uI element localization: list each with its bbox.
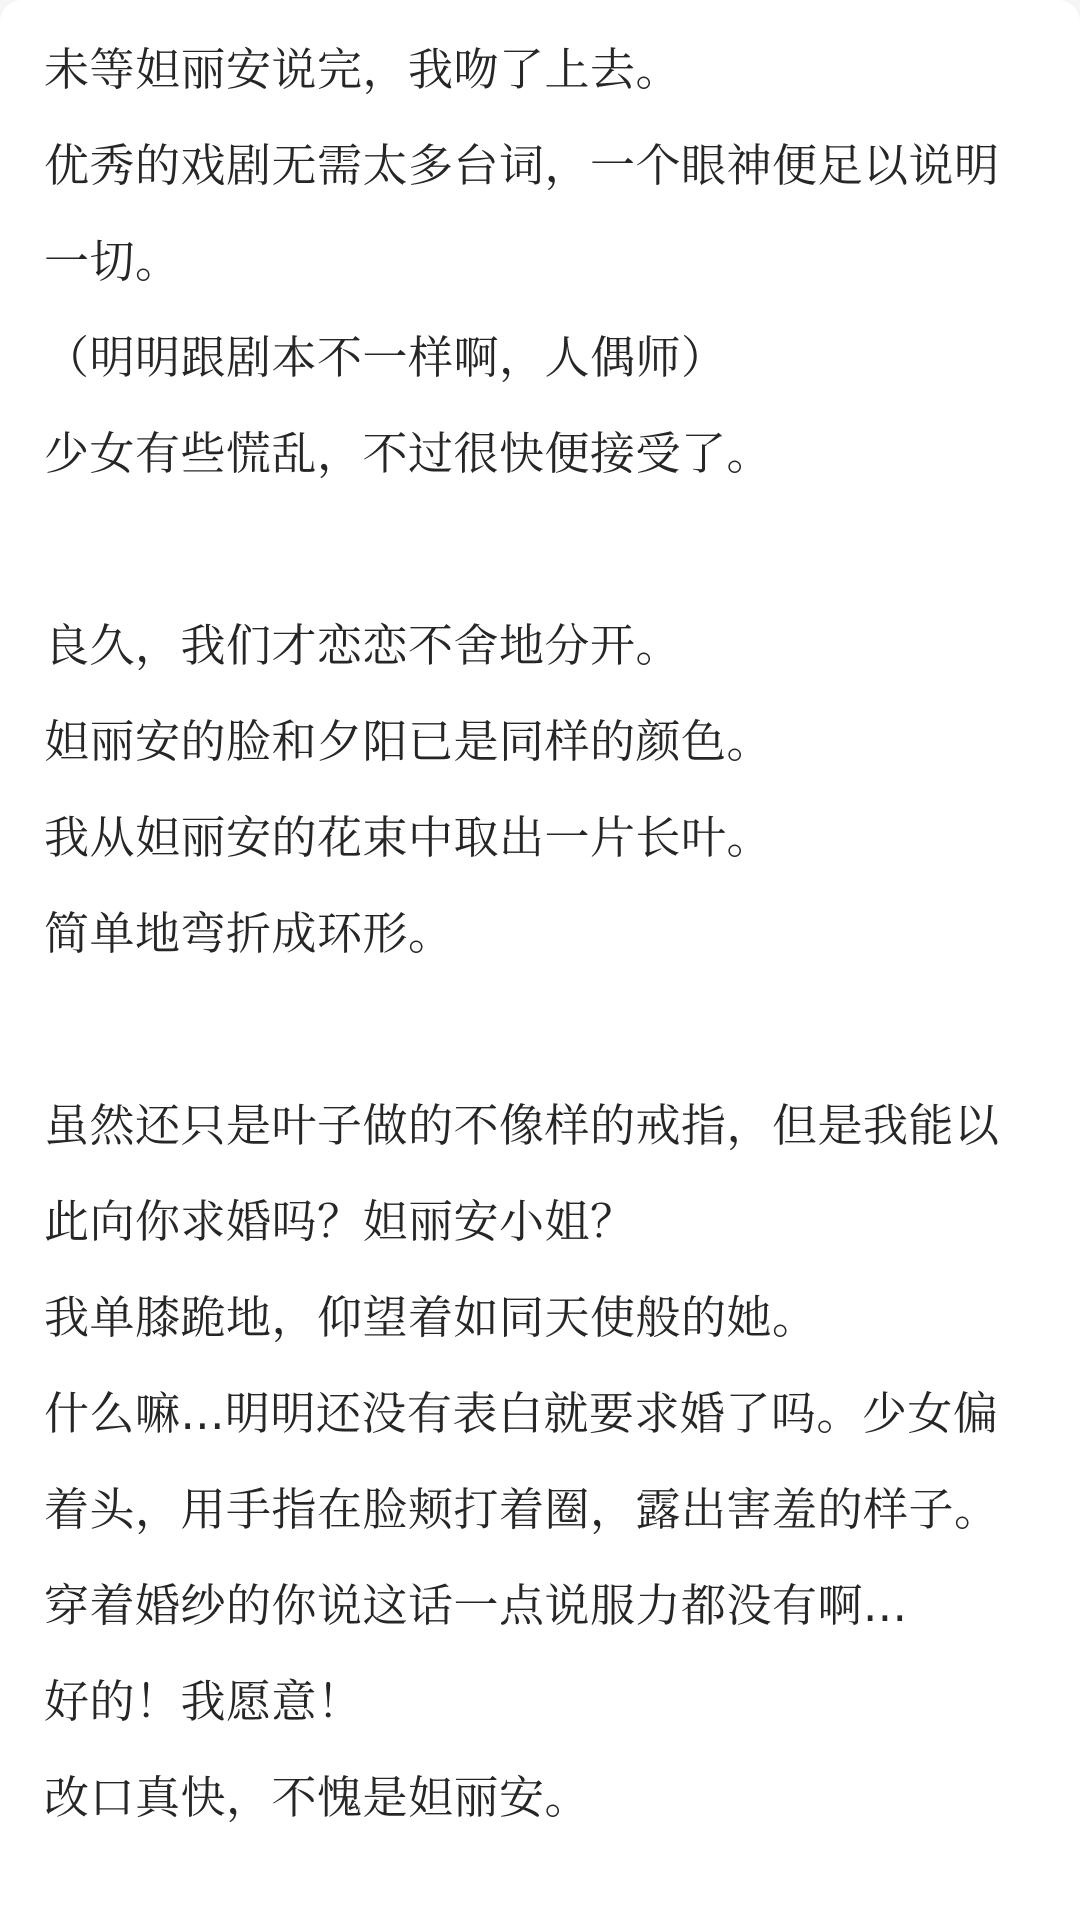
- paragraph: 少女有些慌乱，不过很快便接受了。: [44, 427, 773, 480]
- paragraph: 良久，我们才恋恋不舍地分开。: [44, 619, 682, 672]
- paragraph: 我从妲丽安的花束中取出一片长叶。: [44, 811, 773, 864]
- paragraph: 好的！我愿意！: [44, 1675, 363, 1728]
- paragraph: 优秀的戏剧无需太多台词，一个眼神便足以说明一切。: [44, 139, 1000, 288]
- story-text: [44, 22, 1040, 1846]
- paragraph: 我单膝跪地，仰望着如同天使般的她。: [44, 1291, 818, 1344]
- paragraph: 虽然还只是叶子做的不像样的戒指，但是我能以此向你求婚吗？妲丽安小姐？: [44, 1099, 1000, 1248]
- paragraph: 未等妲丽安说完，我吻了上去。: [44, 43, 682, 96]
- blank-line: [44, 982, 1040, 1078]
- paragraph: 穿着婚纱的你说这话一点说服力都没有啊...: [44, 1579, 908, 1632]
- paragraph: 妲丽安的脸和夕阳已是同样的颜色。: [44, 715, 773, 768]
- paragraph: 改口真快，不愧是妲丽安。: [44, 1771, 591, 1824]
- blank-line: [44, 502, 1040, 598]
- paragraph: 什么嘛...明明还没有表白就要求婚了吗。少女偏着头，用手指在脸颊打着圈，露出害羞的样子。: [44, 1387, 1000, 1536]
- paragraph: 简单地弯折成环形。: [44, 907, 454, 960]
- paragraph: （明明跟剧本不一样啊，人偶师）: [44, 331, 727, 384]
